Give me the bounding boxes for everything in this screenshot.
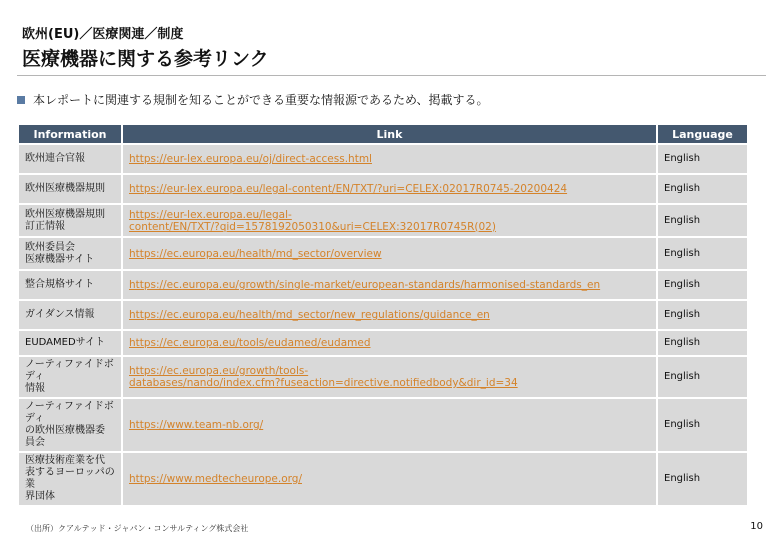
table-row [19, 301, 747, 329]
page-number: 10 [750, 521, 763, 532]
link-cell[interactable]: https://ec.europa.eu/tools/eudamed/eudamed [123, 331, 656, 355]
link-cell[interactable]: https://ec.europa.eu/growth/tools- databases/nando/index.cfm?fuseaction=directive.notifiedbody&dir_id=34 [123, 357, 656, 397]
breadcrumb: 欧州(EU)／医療関連／制度 [22, 27, 184, 42]
link-cell[interactable]: https://eur-lex.europa.eu/legal- content/EN/TXT/?qid=1578192050310&uri=CELEX:32017R0745R(02) [123, 205, 656, 236]
table-row [19, 145, 747, 173]
language-cell: English [658, 175, 747, 203]
info-cell: 医療技術産業を代 表するヨーロッパの業 界団体 [19, 453, 121, 505]
language-cell: English [658, 399, 747, 451]
language-cell: English [658, 145, 747, 173]
lead-text: 本レポートに関連する規制を知ることができる重要な情報源であるため、掲載する。 [33, 93, 489, 107]
column-header-link: Link [123, 125, 656, 143]
link-cell[interactable]: https://ec.europa.eu/growth/single-market/european-standards/harmonised-standards_en [123, 271, 656, 299]
table-row [19, 271, 747, 299]
link-cell[interactable]: https://eur-lex.europa.eu/legal-content/EN/TXT/?uri=CELEX:02017R0745-20200424 [123, 175, 656, 203]
table-row [19, 453, 747, 505]
info-cell: 欧州連合官報 [19, 145, 121, 173]
language-cell: English [658, 301, 747, 329]
column-header-language: Language [658, 125, 747, 143]
info-cell: ノーティファイドボディ 情報 [19, 357, 121, 397]
reference-links-table [17, 123, 749, 507]
table-row [19, 175, 747, 203]
link-cell[interactable]: https://www.team-nb.org/ [123, 399, 656, 451]
link-cell[interactable]: https://www.medtecheurope.org/ [123, 453, 656, 505]
info-cell: EUDAMEDサイト [19, 331, 121, 355]
language-cell: English [658, 357, 747, 397]
page-title: 医療機器に関する参考リンク [22, 48, 269, 70]
language-cell: English [658, 205, 747, 236]
info-cell: ガイダンス情報 [19, 301, 121, 329]
language-cell: English [658, 271, 747, 299]
column-header-information: Information [19, 125, 121, 143]
language-cell: English [658, 238, 747, 269]
language-cell: English [658, 331, 747, 355]
title-divider [17, 75, 766, 76]
lead-paragraph [17, 91, 489, 108]
link-cell[interactable]: https://eur-lex.europa.eu/oj/direct-access.html [123, 145, 656, 173]
info-cell: ノーティファイドボディ の欧州医療機器委 員会 [19, 399, 121, 451]
info-cell: 欧州医療機器規則 [19, 175, 121, 203]
source-note: （出所）クアルテッド・ジャパン・コンサルティング株式会社 [26, 524, 249, 533]
table-row [19, 238, 747, 269]
table-row [19, 205, 747, 236]
table-row [19, 399, 747, 451]
info-cell: 欧州委員会 医療機器サイト [19, 238, 121, 269]
table-row [19, 331, 747, 355]
info-cell: 欧州医療機器規則 訂正情報 [19, 205, 121, 236]
table-row [19, 357, 747, 397]
table-header-row [19, 125, 747, 143]
square-bullet-icon [17, 96, 25, 104]
link-cell[interactable]: https://ec.europa.eu/health/md_sector/new_regulations/guidance_en [123, 301, 656, 329]
language-cell: English [658, 453, 747, 505]
link-cell[interactable]: https://ec.europa.eu/health/md_sector/overview [123, 238, 656, 269]
info-cell: 整合規格サイト [19, 271, 121, 299]
